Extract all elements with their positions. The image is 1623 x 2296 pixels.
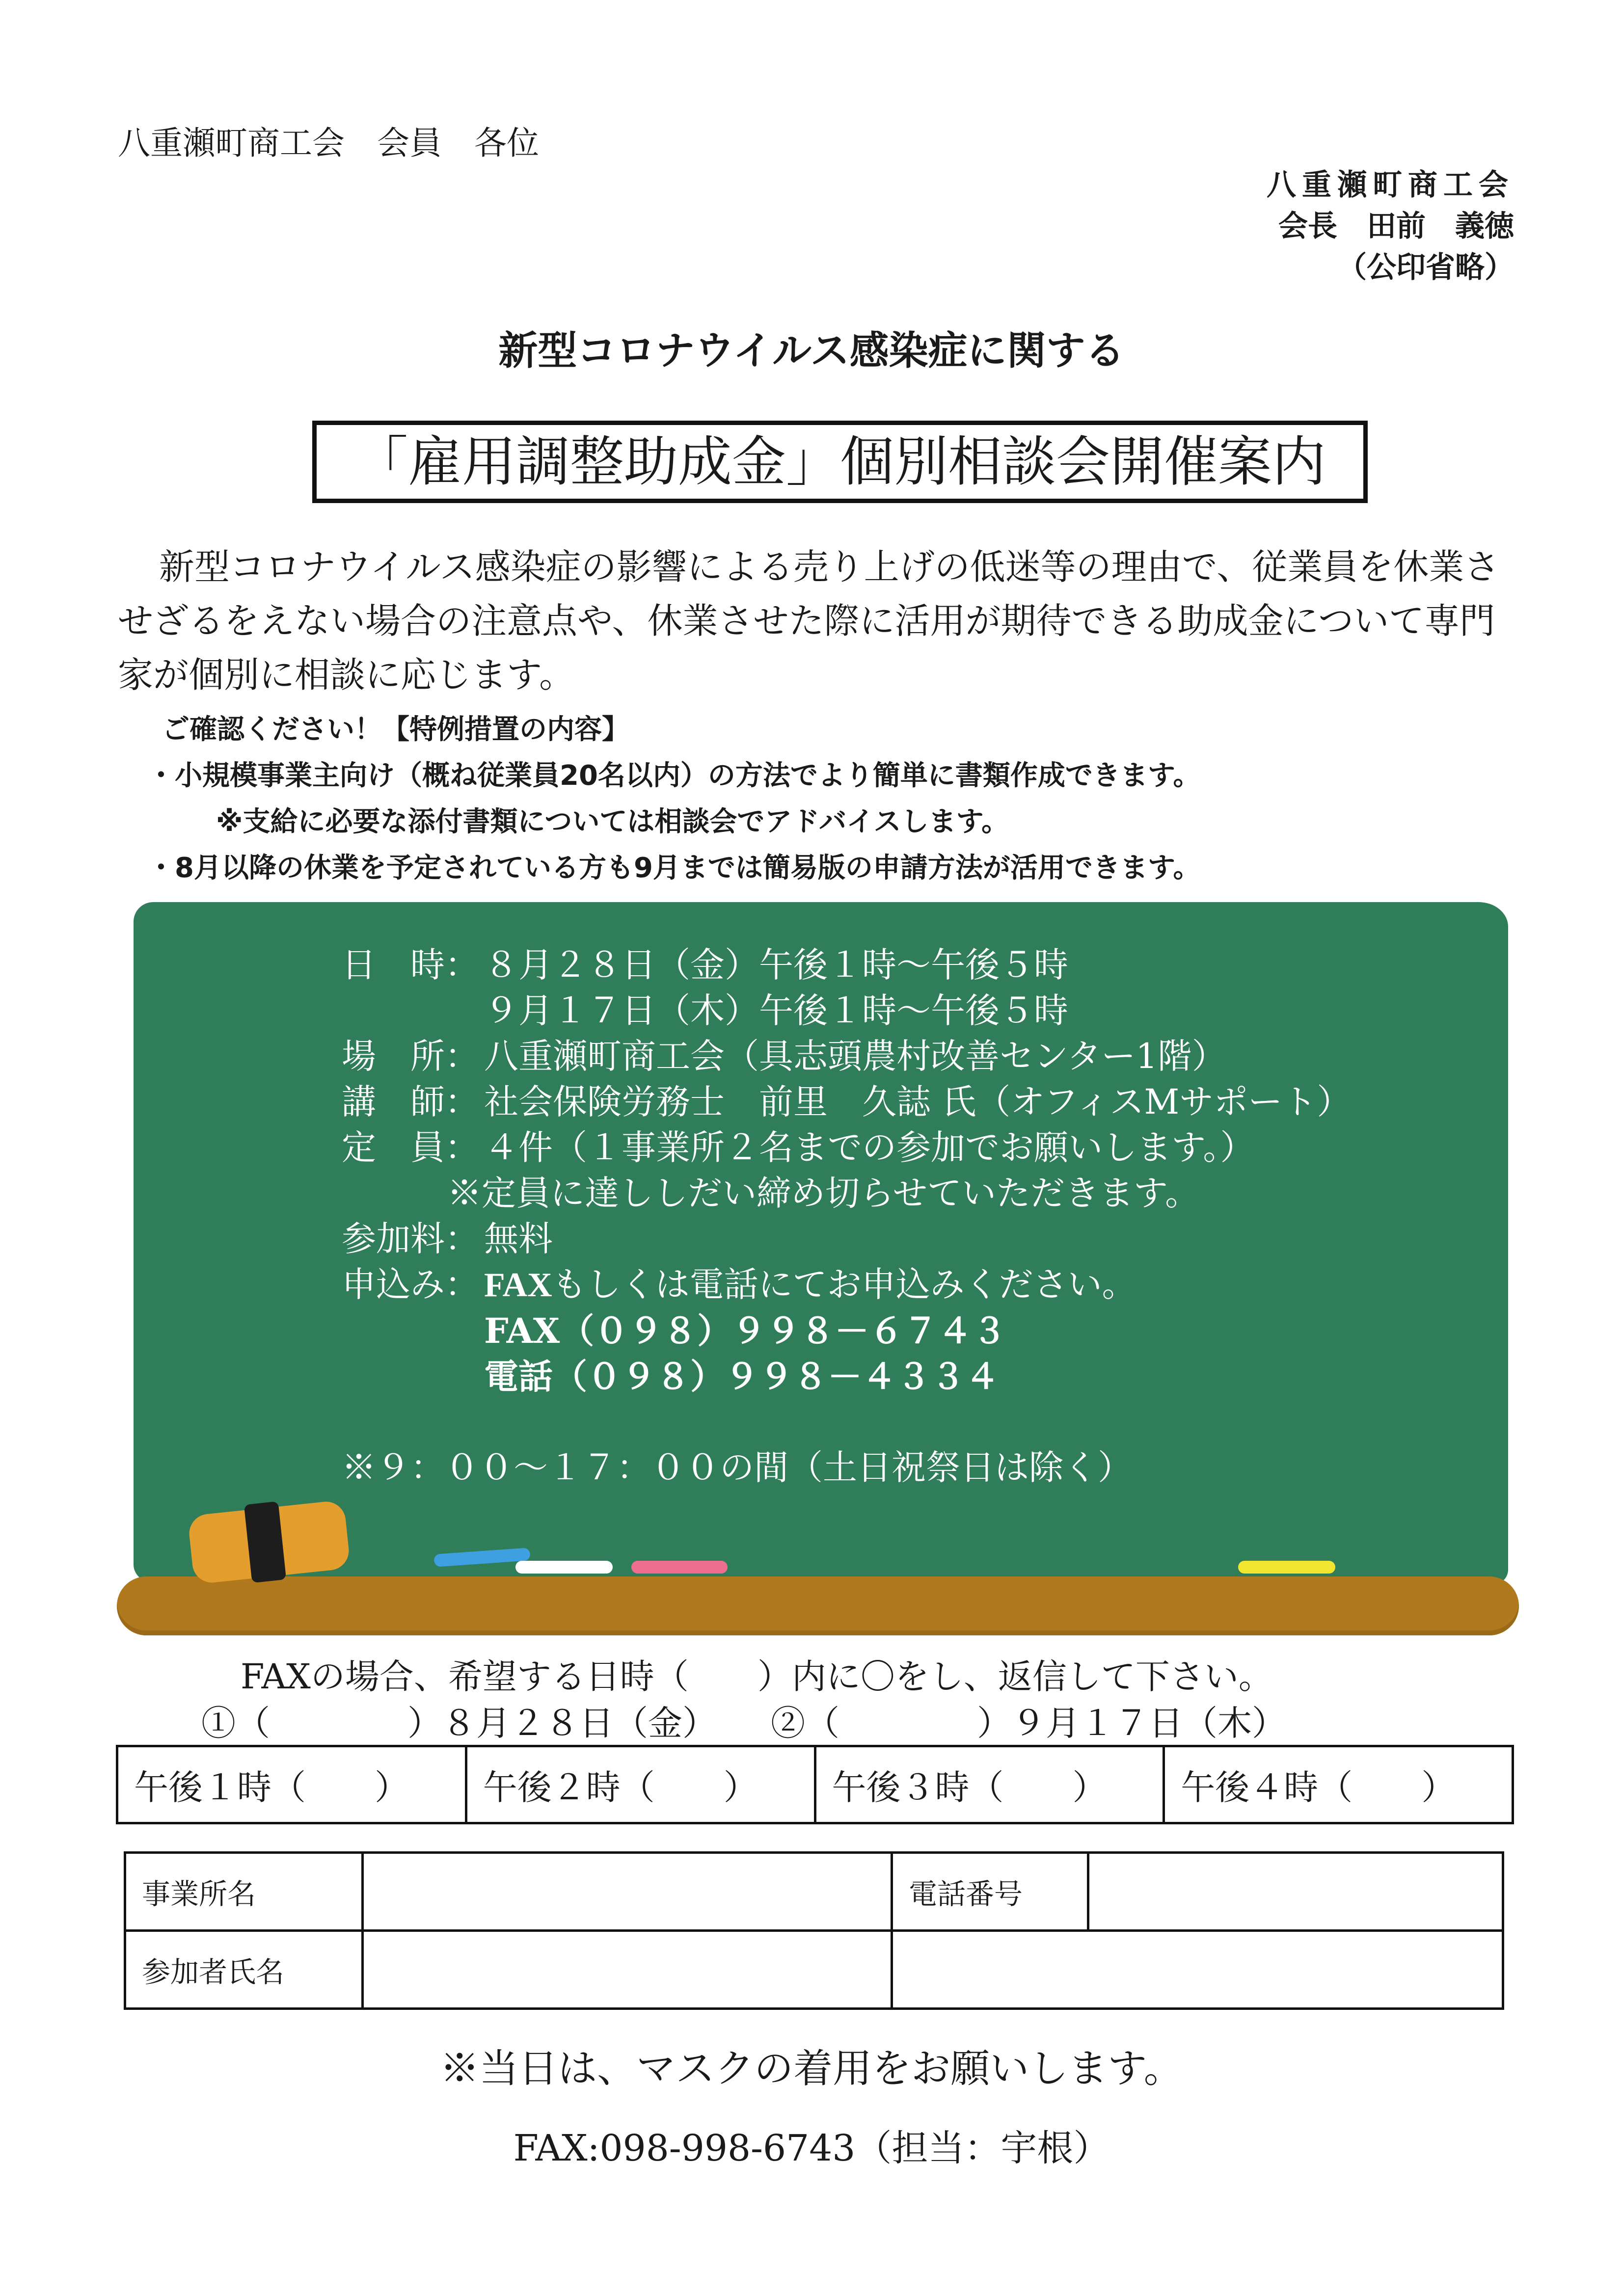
chalk-pink-icon xyxy=(631,1561,728,1574)
page-title: 「雇用調整助成金」個別相談会開催案内 xyxy=(312,421,1368,503)
fax-number: FAX（０９８）９９８－６７４３ xyxy=(484,1310,1007,1351)
place-label: 場 所： xyxy=(342,1036,479,1076)
datetime-row xyxy=(342,942,1351,988)
phone-field[interactable] xyxy=(1088,1853,1503,1931)
business-name-label: 事業所名 xyxy=(125,1853,363,1931)
seal-note: （公印省略） xyxy=(1337,250,1514,285)
chalk-tray xyxy=(117,1576,1519,1635)
lecturer-row xyxy=(342,1079,1351,1125)
chalk-white-icon xyxy=(515,1561,613,1574)
date-choice-2[interactable]: ②（ ）９月１７日（木） xyxy=(771,1703,1286,1743)
time-slot-2[interactable]: 午後２時（ ） xyxy=(466,1746,815,1823)
sender-president: 会長 田前 義徳 xyxy=(1278,209,1514,243)
fax-instruction: FAXの場合、希望する日時（ ）内に〇をし、返信して下さい。 xyxy=(241,1656,1273,1697)
capacity-label: 定 員： xyxy=(342,1127,479,1168)
addressee: 八重瀬町商工会 会員 各位 xyxy=(118,124,539,162)
business-name-field[interactable] xyxy=(363,1853,892,1931)
participant-field-extra[interactable] xyxy=(892,1931,1503,2009)
fee-row xyxy=(342,1216,1351,1262)
measures-heading: ご確認ください！【特例措置の内容】 xyxy=(162,714,629,746)
date-choice-1[interactable]: ①（ ）８月２８日（金） xyxy=(201,1703,717,1743)
tel-number: 電話（０９８）９９８－４３３４ xyxy=(484,1356,1000,1397)
sender-org: 八重瀬町商工会 xyxy=(1267,168,1514,202)
place-row xyxy=(342,1034,1351,1079)
participant-label: 参加者氏名 xyxy=(125,1931,363,2009)
time-slot-3[interactable]: 午後３時（ ） xyxy=(815,1746,1164,1823)
measures-item-1: ・小規模事業主向け（概ね従業員20名以内）の方法でより簡単に書類作成できます。 xyxy=(147,760,1201,792)
apply-value: もしくは電話にてお申込みください。 xyxy=(552,1264,1136,1305)
capacity-note: ※定員に達ししだい締め切らせていただきます。 xyxy=(447,1173,1200,1213)
capacity-value: ４件（１事業所２名までの参加でお願いします。） xyxy=(484,1127,1255,1168)
apply-fax-word: FAX xyxy=(484,1266,552,1304)
time-slot-4[interactable]: 午後４時（ ） xyxy=(1164,1746,1513,1823)
sender-block xyxy=(1267,164,1514,288)
date-choices xyxy=(201,1696,1286,1745)
time-slot-1[interactable]: 午後１時（ ） xyxy=(117,1746,466,1823)
mask-note: ※当日は、マスクの着用をお願いします。 xyxy=(440,2046,1183,2091)
apply-row xyxy=(342,1262,1351,1308)
measures-item-2: ・8月以降の休業を予定されている方も9月までは簡易版の申請方法が活用できます。 xyxy=(147,852,1201,884)
participant-field[interactable] xyxy=(363,1931,892,2009)
intro-text: 新型コロナウイルス感染症の影響による売り上げの低迷等の理由で、従業員を休業させざるをえない場合の注意点や、休業させた際に活用が期待できる助成金について専門家が個別に相談に応じます。 xyxy=(118,546,1500,695)
chalk-yellow-icon xyxy=(1238,1561,1335,1574)
special-measures xyxy=(147,707,1200,891)
capacity-row xyxy=(342,1125,1351,1171)
lecturer-label: 講 師： xyxy=(342,1082,479,1122)
intro-paragraph xyxy=(118,540,1507,702)
measures-item-1-note: ※支給に必要な添付書類については相談会でアドバイスします。 xyxy=(216,806,1009,838)
datetime-2: ９月１７日（木）午後１時～午後５時 xyxy=(484,990,1068,1031)
fax-footer: FAX:098-998-6743（担当：宇根） xyxy=(513,2127,1110,2169)
fee-value: 無料 xyxy=(484,1219,553,1259)
applicant-info-table xyxy=(124,1851,1504,2010)
place-value: 八重瀬町商工会（具志頭農村改善センター1階） xyxy=(484,1036,1226,1076)
time-slot-table xyxy=(116,1745,1514,1824)
fee-label: 参加料： xyxy=(342,1219,479,1259)
datetime-label: 日 時： xyxy=(342,945,479,985)
apply-label: 申込み： xyxy=(342,1264,479,1305)
datetime-1: ８月２８日（金）午後１時～午後５時 xyxy=(484,945,1068,985)
phone-label: 電話番号 xyxy=(892,1853,1088,1931)
event-details xyxy=(342,942,1351,1491)
hours-note: ※９：００～１７：００の間（土日祝祭日は除く） xyxy=(342,1447,1132,1488)
lecturer-value: 社会保険労務士 前里 久誌 氏（オフィスMサポート） xyxy=(484,1082,1352,1122)
subtitle: 新型コロナウイルス感染症に関する xyxy=(498,328,1125,374)
